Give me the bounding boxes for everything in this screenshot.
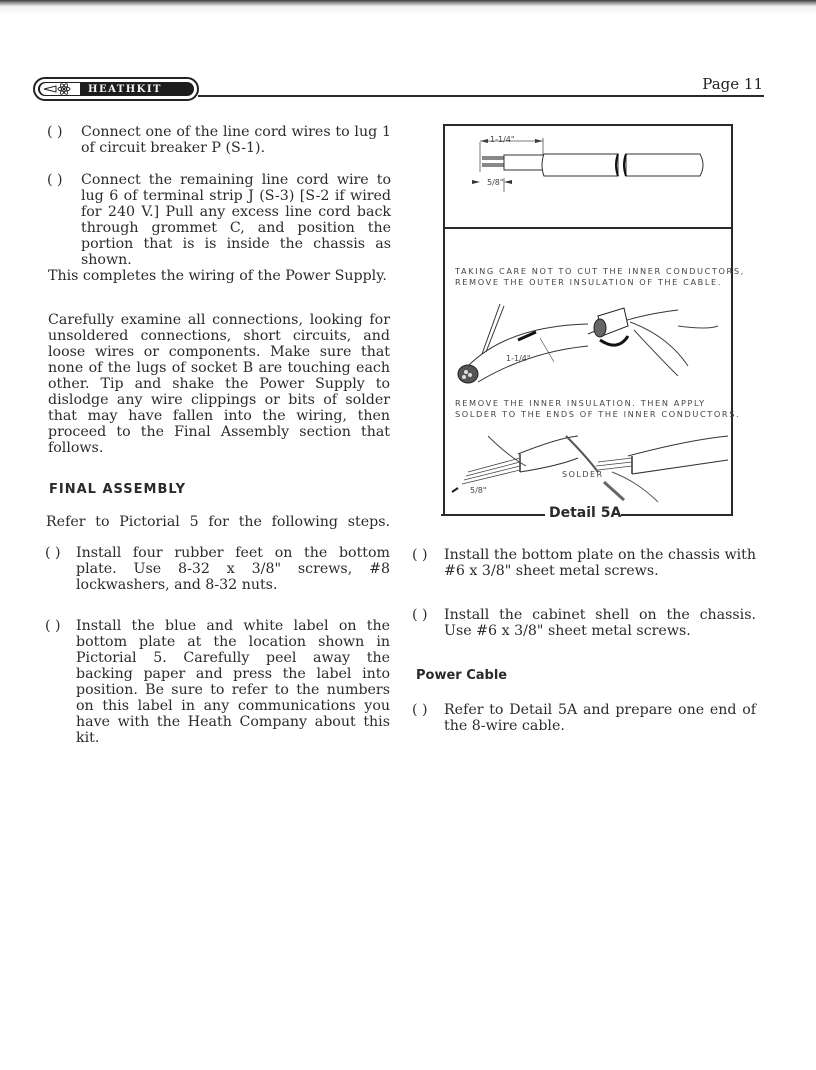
figure-instruction: TAKING CARE NOT TO CUT THE INNER CONDUCTORS, [455,266,745,276]
step-checkbox[interactable]: ( ) [45,618,61,634]
dimension-label: 5/8" [470,486,487,495]
figure-divider [445,227,731,229]
solder-label: SOLDER [562,470,604,479]
step-checkbox[interactable]: ( ) [412,702,428,718]
step-prepare-cable [412,702,756,736]
step-checkbox[interactable]: ( ) [412,607,428,623]
figure-caption: Detail 5A [549,505,622,521]
step-text: Install the blue and white label on the bottom plate at the location shown in Pictorial 5. Carefully peel away the backing paper and press the label into position. Be sure to refer to the numbers on this label in any communications you have with the Heath Company about this kit. [76,618,390,746]
atom-emblem-icon [40,83,80,95]
dimension-label: 1-1/4" [506,354,531,363]
step-connect-lug1 [47,124,391,158]
completion-note: This completes the wiring of the Power Supply. [48,268,387,284]
step-text: Connect the remaining line cord wire to lug 6 of terminal strip J (S-3) [S-2 if wired for 240 V.] Pull any excess line cord back through grommet C, and position the portion that is is inside the chassis as shown. [81,172,391,268]
step-bottom-plate [412,547,756,581]
inspection-paragraph: Carefully examine all connections, looking for unsoldered connections, short circuits, and loose wires or components. Make sure that none of the lugs of socket B are touching each other. Tip and shake the Power Supply to dislodge any wire clippings or bits of solder that may have fallen into the wiring, then proceed to the Final Assembly section that follows. [48,312,390,456]
step-text: Install the bottom plate on the chassis with #6 x 3/8" sheet metal screws. [444,547,756,579]
header-rule [198,95,764,97]
figure-border-bottom [621,514,733,516]
step-checkbox[interactable]: ( ) [412,547,428,563]
outer-insulation-removal-illustration [448,296,728,388]
page-number: Page 11 [702,75,763,93]
subheading-power-cable: Power Cable [416,668,508,683]
dimension-label: 1-1/4" [490,135,515,144]
dimension-label: 5/8" [487,178,504,187]
step-cabinet-shell [412,607,756,641]
step-checkbox[interactable]: ( ) [47,124,63,140]
step-text: Refer to Detail 5A and prepare one end of the 8-wire cable. [444,702,756,734]
section-intro: Refer to Pictorial 5 for the following steps. [46,514,390,530]
step-text: Install the cabinet shell on the chassis. Use #6 x 3/8" sheet metal screws. [444,607,756,639]
brand-name: HEATHKIT [88,83,162,95]
figure-instruction: SOLDER TO THE ENDS OF THE INNER CONDUCTORS. [455,409,741,419]
heathkit-logo [33,77,199,101]
step-checkbox[interactable]: ( ) [45,545,61,561]
step-text: Connect one of the line cord wires to lug 1 of circuit breaker P (S-1). [81,124,391,156]
scan-edge-fade [0,6,816,16]
figure-instruction: REMOVE THE OUTER INSULATION OF THE CABLE. [455,277,723,287]
step-connect-lug6 [47,172,391,268]
figure-border-bottom [441,514,545,516]
step-checkbox[interactable]: ( ) [47,172,63,188]
step-text: Install four rubber feet on the bottom plate. Use 8-32 x 3/8" screws, #8 lockwashers, and 8-32 nuts. [76,545,390,593]
step-rubber-feet [45,545,391,595]
figure-instruction: REMOVE THE INNER INSULATION. THEN APPLY [455,398,706,408]
section-heading-final-assembly: FINAL ASSEMBLY [49,482,187,497]
step-label [45,618,391,746]
solder-conductors-illustration [448,426,728,506]
